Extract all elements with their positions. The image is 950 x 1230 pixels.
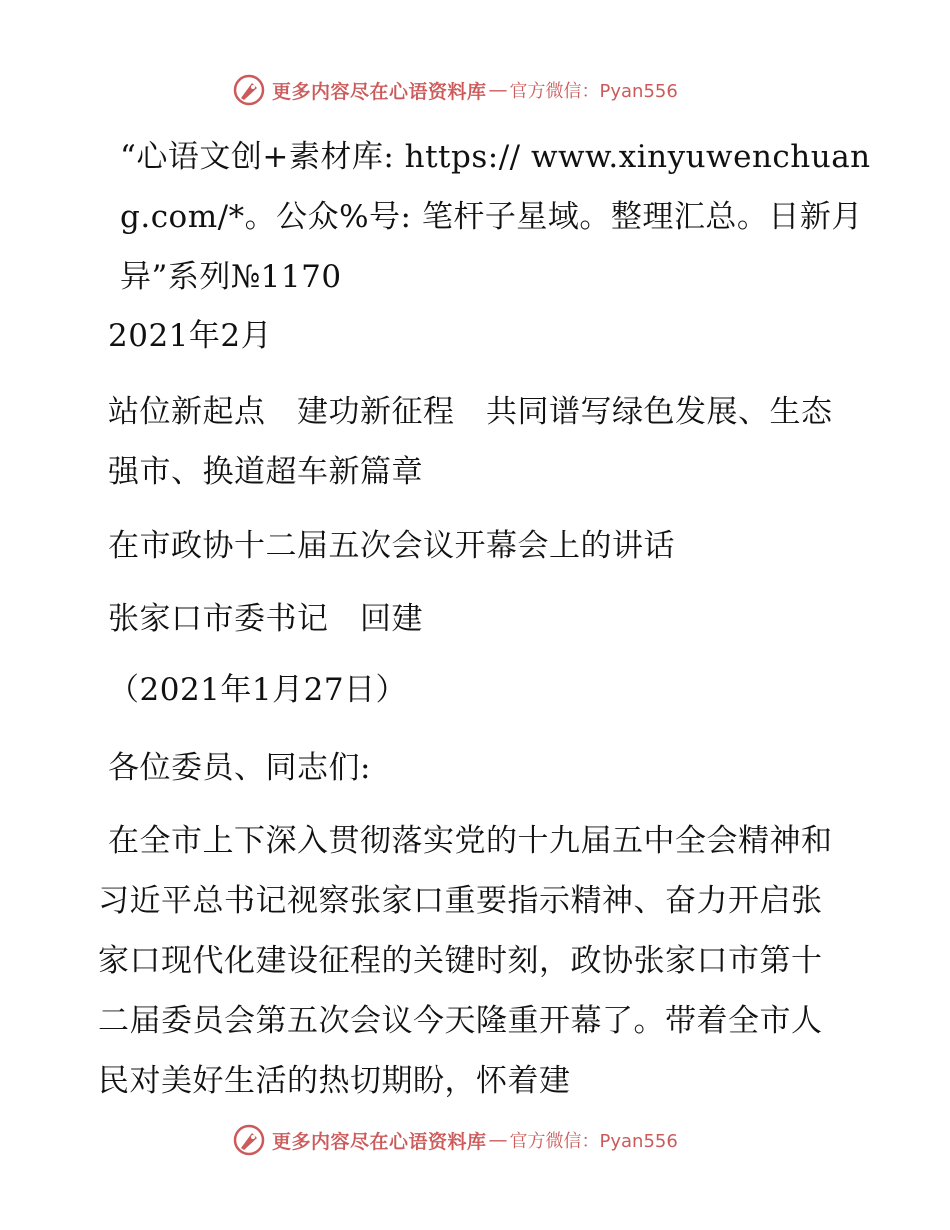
body-paragraph: 在全市上下深入贯彻落实党的十九届五中全会精神和习近平总书记视察张家口重要指示精神、奋力开启张家口现代化建设征程的关键时刻，政协张家口市第十二届委员会第五次会议今天隆重开幕了。带着全市人民对美好生活的热切期盼，怀着建 bbox=[98, 823, 833, 1099]
watermark-separator: — bbox=[488, 79, 508, 101]
document-date: 2021年2月 bbox=[108, 318, 273, 354]
watermark-banner-bottom bbox=[232, 1120, 678, 1160]
watermark-wechat: 官方微信：Pyan556 bbox=[509, 81, 678, 102]
speech-date: （2021年1月27日） bbox=[108, 672, 408, 708]
pen-nib-logo-icon bbox=[232, 1123, 266, 1157]
speaker-line: 张家口市委书记 回建 bbox=[108, 601, 423, 637]
salutation: 各位委员、同志们: bbox=[108, 750, 371, 786]
watermark-banner-top bbox=[232, 70, 678, 110]
watermark-separator: — bbox=[488, 1129, 508, 1151]
headline: 站位新起点 建功新征程 共同谱写绿色发展、生态强市、换道超车新篇章 bbox=[108, 394, 833, 490]
speech-subtitle: 在市政协十二届五次会议开幕会上的讲话 bbox=[108, 528, 675, 564]
series-note: “心语文创+素材库: https:// www.xinyuwenchuang.com/*。公众%号: 笔杆子星域。整理汇总。日新月异”系列№1170 bbox=[120, 139, 871, 295]
watermark-text: 更多内容尽在心语资料库 bbox=[272, 80, 487, 103]
pen-nib-logo-icon bbox=[232, 73, 266, 107]
watermark-text: 更多内容尽在心语资料库 bbox=[272, 1130, 487, 1153]
watermark-wechat: 官方微信：Pyan556 bbox=[509, 1131, 678, 1152]
